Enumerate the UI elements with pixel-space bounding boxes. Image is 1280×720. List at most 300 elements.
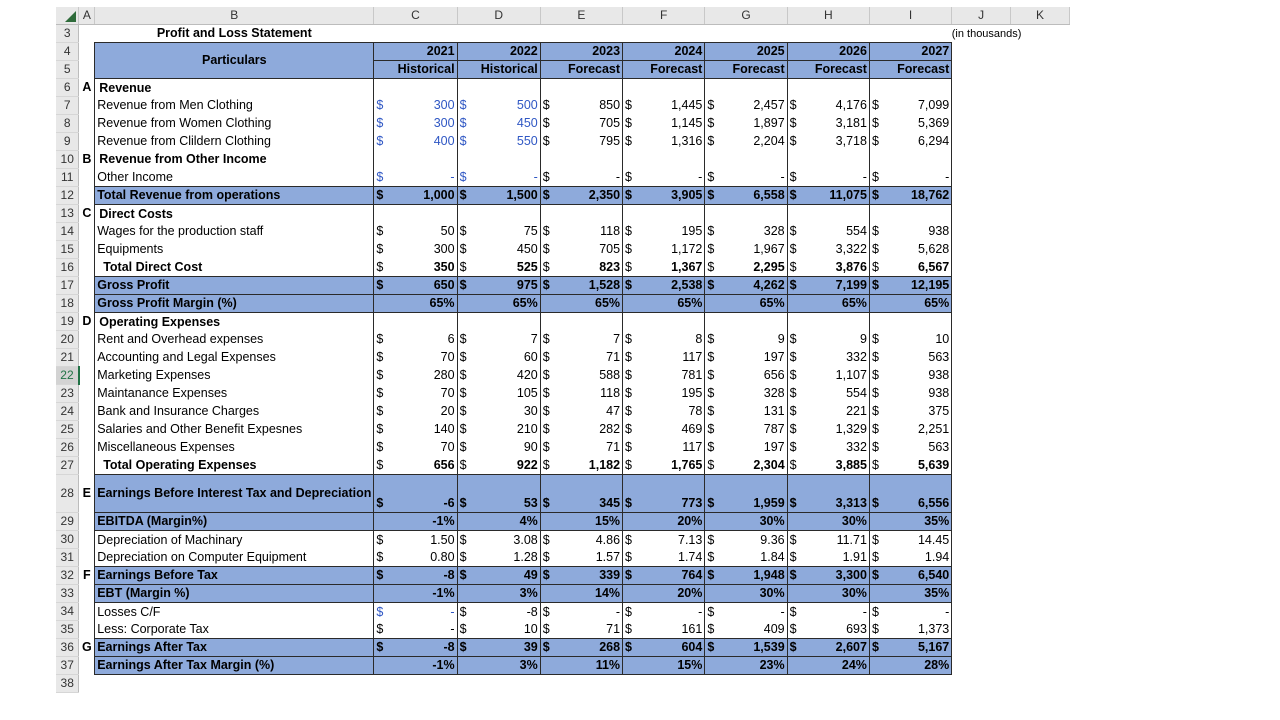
value-cell[interactable]: 117 bbox=[636, 439, 705, 457]
empty-cell[interactable] bbox=[952, 621, 1011, 639]
value-cell[interactable]: 20 bbox=[388, 403, 458, 421]
row-label[interactable]: Wages for the production staff bbox=[95, 223, 374, 241]
value-cell[interactable]: 1,145 bbox=[636, 115, 705, 133]
value-cell[interactable]: -1% bbox=[388, 585, 458, 603]
value-cell[interactable]: 195 bbox=[636, 223, 705, 241]
value-cell[interactable]: 328 bbox=[718, 385, 787, 403]
value-cell[interactable]: 705 bbox=[554, 241, 623, 259]
empty-cell[interactable] bbox=[952, 531, 1011, 549]
value-cell[interactable]: - bbox=[388, 603, 458, 621]
value-cell[interactable]: 12,195 bbox=[883, 277, 952, 295]
row-header-37[interactable]: 37 bbox=[56, 657, 79, 675]
empty-cell[interactable] bbox=[1010, 205, 1069, 223]
value-cell[interactable]: 1.57 bbox=[554, 549, 623, 567]
value-cell[interactable]: 117 bbox=[636, 349, 705, 367]
value-cell[interactable]: 350 bbox=[388, 259, 458, 277]
value-cell[interactable] bbox=[388, 205, 458, 223]
row-header-36[interactable]: 36 bbox=[56, 639, 79, 657]
empty-cell[interactable] bbox=[1010, 367, 1069, 385]
row-label[interactable]: Other Income bbox=[95, 169, 374, 187]
value-cell[interactable]: 70 bbox=[388, 439, 458, 457]
value-cell[interactable]: 118 bbox=[554, 223, 623, 241]
row-label[interactable]: Total Revenue from operations bbox=[95, 187, 374, 205]
value-cell[interactable]: 195 bbox=[636, 385, 705, 403]
value-cell[interactable]: 35% bbox=[883, 513, 952, 531]
value-cell[interactable] bbox=[718, 79, 787, 97]
empty-cell[interactable] bbox=[1010, 585, 1069, 603]
value-cell[interactable]: - bbox=[883, 169, 952, 187]
value-cell[interactable]: 6,556 bbox=[883, 475, 952, 513]
value-cell[interactable] bbox=[801, 151, 870, 169]
value-cell[interactable] bbox=[801, 313, 870, 331]
value-cell[interactable]: 563 bbox=[883, 439, 952, 457]
value-cell[interactable]: 339 bbox=[554, 567, 623, 585]
value-cell[interactable]: 1,500 bbox=[471, 187, 541, 205]
row-header-29[interactable]: 29 bbox=[56, 513, 79, 531]
value-cell[interactable]: 105 bbox=[471, 385, 541, 403]
empty-cell[interactable] bbox=[952, 169, 1011, 187]
empty-cell[interactable] bbox=[1010, 169, 1069, 187]
value-cell[interactable]: 65% bbox=[718, 295, 787, 313]
value-cell[interactable]: 5,628 bbox=[883, 241, 952, 259]
value-cell[interactable]: 30% bbox=[718, 513, 787, 531]
empty-cell[interactable] bbox=[1010, 223, 1069, 241]
row-label[interactable]: Revenue from Clildern Clothing bbox=[95, 133, 374, 151]
value-cell[interactable]: - bbox=[801, 169, 870, 187]
empty-cell[interactable] bbox=[1010, 295, 1069, 313]
value-cell[interactable]: 71 bbox=[554, 439, 623, 457]
row-label[interactable]: Earnings After Tax bbox=[95, 639, 374, 657]
empty-cell[interactable] bbox=[952, 205, 1011, 223]
value-cell[interactable]: 6,558 bbox=[718, 187, 787, 205]
value-cell[interactable]: 6,540 bbox=[883, 567, 952, 585]
value-cell[interactable]: 1.50 bbox=[388, 531, 458, 549]
value-cell[interactable]: -1% bbox=[388, 657, 458, 675]
row-header-18[interactable]: 18 bbox=[56, 295, 79, 313]
row-label[interactable]: Revenue bbox=[95, 79, 374, 97]
value-cell[interactable]: 90 bbox=[471, 439, 541, 457]
empty-cell[interactable] bbox=[1010, 513, 1069, 531]
value-cell[interactable]: - bbox=[718, 603, 787, 621]
value-cell[interactable]: 3,313 bbox=[801, 475, 870, 513]
value-cell[interactable]: 1,445 bbox=[636, 97, 705, 115]
value-cell[interactable]: 65% bbox=[883, 295, 952, 313]
value-cell[interactable]: 131 bbox=[718, 403, 787, 421]
value-cell[interactable]: 1,959 bbox=[718, 475, 787, 513]
value-cell[interactable]: -8 bbox=[388, 567, 458, 585]
empty-cell[interactable] bbox=[1010, 151, 1069, 169]
empty-cell[interactable] bbox=[952, 115, 1011, 133]
value-cell[interactable]: 280 bbox=[388, 367, 458, 385]
value-cell[interactable]: 1,373 bbox=[883, 621, 952, 639]
row-header-5[interactable]: 5 bbox=[56, 61, 79, 79]
value-cell[interactable]: 1.74 bbox=[636, 549, 705, 567]
value-cell[interactable]: 554 bbox=[801, 223, 870, 241]
value-cell[interactable]: 282 bbox=[554, 421, 623, 439]
value-cell[interactable]: 14.45 bbox=[883, 531, 952, 549]
value-cell[interactable]: 300 bbox=[388, 97, 458, 115]
value-cell[interactable]: 9.36 bbox=[718, 531, 787, 549]
row-label[interactable]: Revenue from Other Income bbox=[95, 151, 374, 169]
value-cell[interactable] bbox=[636, 205, 705, 223]
value-cell[interactable]: 65% bbox=[554, 295, 623, 313]
value-cell[interactable]: 15% bbox=[636, 657, 705, 675]
value-cell[interactable]: 3,876 bbox=[801, 259, 870, 277]
value-cell[interactable]: 450 bbox=[471, 115, 541, 133]
value-cell[interactable] bbox=[471, 313, 541, 331]
column-header-a[interactable]: A bbox=[79, 7, 95, 25]
value-cell[interactable]: 30% bbox=[801, 585, 870, 603]
row-label[interactable]: Less: Corporate Tax bbox=[95, 621, 374, 639]
value-cell[interactable]: 3,718 bbox=[801, 133, 870, 151]
value-cell[interactable]: 469 bbox=[636, 421, 705, 439]
value-cell[interactable]: 650 bbox=[388, 277, 458, 295]
value-cell[interactable]: 922 bbox=[471, 457, 541, 475]
value-cell[interactable]: 5,167 bbox=[883, 639, 952, 657]
empty-cell[interactable] bbox=[1010, 313, 1069, 331]
row-header-6[interactable]: 6 bbox=[56, 79, 79, 97]
column-header-c[interactable]: C bbox=[374, 7, 457, 25]
value-cell[interactable]: 35% bbox=[883, 585, 952, 603]
value-cell[interactable] bbox=[883, 205, 952, 223]
empty-cell[interactable] bbox=[952, 133, 1011, 151]
value-cell[interactable]: 197 bbox=[718, 349, 787, 367]
empty-cell[interactable] bbox=[1010, 531, 1069, 549]
value-cell[interactable]: 1,182 bbox=[554, 457, 623, 475]
row-header-3[interactable]: 3 bbox=[56, 25, 79, 43]
empty-cell[interactable] bbox=[1010, 549, 1069, 567]
row-header-26[interactable]: 26 bbox=[56, 439, 79, 457]
empty-cell[interactable] bbox=[952, 639, 1011, 657]
row-label[interactable]: Earnings After Tax Margin (%) bbox=[95, 657, 374, 675]
value-cell[interactable]: 781 bbox=[636, 367, 705, 385]
value-cell[interactable]: - bbox=[388, 169, 458, 187]
row-header-22[interactable]: 22 bbox=[56, 367, 79, 385]
value-cell[interactable]: 15% bbox=[554, 513, 623, 531]
row-label[interactable]: Accounting and Legal Expenses bbox=[95, 349, 374, 367]
row-label[interactable]: Earnings Before Tax bbox=[95, 567, 374, 585]
value-cell[interactable]: 300 bbox=[388, 241, 458, 259]
value-cell[interactable]: - bbox=[718, 169, 787, 187]
value-cell[interactable]: 1,316 bbox=[636, 133, 705, 151]
value-cell[interactable]: 53 bbox=[471, 475, 541, 513]
value-cell[interactable]: 6,567 bbox=[883, 259, 952, 277]
value-cell[interactable]: 60 bbox=[471, 349, 541, 367]
value-cell[interactable]: 2,538 bbox=[636, 277, 705, 295]
value-cell[interactable]: 1,528 bbox=[554, 277, 623, 295]
empty-cell[interactable] bbox=[1010, 567, 1069, 585]
empty-cell[interactable] bbox=[1010, 241, 1069, 259]
empty-cell[interactable] bbox=[952, 657, 1011, 675]
empty-cell[interactable] bbox=[1010, 133, 1069, 151]
value-cell[interactable]: 3,885 bbox=[801, 457, 870, 475]
value-cell[interactable]: 221 bbox=[801, 403, 870, 421]
empty-cell[interactable] bbox=[952, 97, 1011, 115]
empty-cell[interactable] bbox=[1010, 403, 1069, 421]
row-header-19[interactable]: 19 bbox=[56, 313, 79, 331]
value-cell[interactable]: 47 bbox=[554, 403, 623, 421]
value-cell[interactable]: 3,905 bbox=[636, 187, 705, 205]
value-cell[interactable]: 3,322 bbox=[801, 241, 870, 259]
value-cell[interactable]: 11,075 bbox=[801, 187, 870, 205]
row-header-13[interactable]: 13 bbox=[56, 205, 79, 223]
value-cell[interactable]: - bbox=[554, 603, 623, 621]
value-cell[interactable]: 450 bbox=[471, 241, 541, 259]
empty-cell[interactable] bbox=[1010, 439, 1069, 457]
empty-cell[interactable] bbox=[952, 313, 1011, 331]
row-header-4[interactable]: 4 bbox=[56, 43, 79, 61]
value-cell[interactable]: 975 bbox=[471, 277, 541, 295]
value-cell[interactable]: 28% bbox=[883, 657, 952, 675]
empty-cell[interactable] bbox=[1010, 639, 1069, 657]
column-header-j[interactable]: J bbox=[952, 7, 1011, 25]
empty-cell[interactable] bbox=[1010, 421, 1069, 439]
value-cell[interactable]: -8 bbox=[471, 603, 541, 621]
value-cell[interactable]: 4,262 bbox=[718, 277, 787, 295]
row-label[interactable]: Revenue from Women Clothing bbox=[95, 115, 374, 133]
empty-cell[interactable] bbox=[95, 675, 1070, 693]
value-cell[interactable]: 49 bbox=[471, 567, 541, 585]
row-label[interactable]: Earnings Before Interest Tax and Depreciation bbox=[95, 475, 374, 513]
value-cell[interactable]: 773 bbox=[636, 475, 705, 513]
value-cell[interactable]: 604 bbox=[636, 639, 705, 657]
row-label[interactable]: Marketing Expenses bbox=[95, 367, 374, 385]
value-cell[interactable]: 7.13 bbox=[636, 531, 705, 549]
value-cell[interactable]: 409 bbox=[718, 621, 787, 639]
value-cell[interactable] bbox=[554, 313, 623, 331]
value-cell[interactable]: 332 bbox=[801, 439, 870, 457]
value-cell[interactable]: 7 bbox=[554, 331, 623, 349]
empty-cell[interactable] bbox=[1010, 115, 1069, 133]
value-cell[interactable]: 2,350 bbox=[554, 187, 623, 205]
value-cell[interactable]: 764 bbox=[636, 567, 705, 585]
value-cell[interactable]: 2,251 bbox=[883, 421, 952, 439]
value-cell[interactable]: 10 bbox=[471, 621, 541, 639]
value-cell[interactable] bbox=[718, 313, 787, 331]
value-cell[interactable]: 65% bbox=[636, 295, 705, 313]
column-header-f[interactable]: F bbox=[623, 7, 705, 25]
row-label[interactable]: Maintanance Expenses bbox=[95, 385, 374, 403]
value-cell[interactable]: 65% bbox=[471, 295, 541, 313]
row-header-9[interactable]: 9 bbox=[56, 133, 79, 151]
value-cell[interactable] bbox=[636, 313, 705, 331]
value-cell[interactable]: 787 bbox=[718, 421, 787, 439]
empty-cell[interactable] bbox=[952, 385, 1011, 403]
row-label[interactable]: Losses C/F bbox=[95, 603, 374, 621]
value-cell[interactable]: 656 bbox=[718, 367, 787, 385]
value-cell[interactable]: - bbox=[636, 169, 705, 187]
empty-cell[interactable] bbox=[952, 439, 1011, 457]
row-header-17[interactable]: 17 bbox=[56, 277, 79, 295]
value-cell[interactable]: 400 bbox=[388, 133, 458, 151]
value-cell[interactable]: 1,897 bbox=[718, 115, 787, 133]
select-all-corner[interactable] bbox=[56, 7, 79, 25]
value-cell[interactable]: 1,172 bbox=[636, 241, 705, 259]
empty-cell[interactable] bbox=[1010, 457, 1069, 475]
value-cell[interactable]: 30% bbox=[801, 513, 870, 531]
value-cell[interactable]: 1,967 bbox=[718, 241, 787, 259]
value-cell[interactable]: - bbox=[388, 621, 458, 639]
row-label[interactable]: Operating Expenses bbox=[95, 313, 374, 331]
value-cell[interactable]: 2,607 bbox=[801, 639, 870, 657]
value-cell[interactable]: 6 bbox=[388, 331, 458, 349]
value-cell[interactable]: 5,369 bbox=[883, 115, 952, 133]
empty-cell[interactable] bbox=[1010, 475, 1069, 513]
empty-cell[interactable] bbox=[952, 603, 1011, 621]
row-header-25[interactable]: 25 bbox=[56, 421, 79, 439]
value-cell[interactable]: 7,099 bbox=[883, 97, 952, 115]
value-cell[interactable] bbox=[801, 205, 870, 223]
value-cell[interactable]: 65% bbox=[801, 295, 870, 313]
empty-cell[interactable] bbox=[952, 259, 1011, 277]
value-cell[interactable]: - bbox=[636, 603, 705, 621]
value-cell[interactable]: 938 bbox=[883, 385, 952, 403]
value-cell[interactable] bbox=[471, 205, 541, 223]
value-cell[interactable]: 1.28 bbox=[471, 549, 541, 567]
value-cell[interactable]: 140 bbox=[388, 421, 458, 439]
value-cell[interactable]: 1.91 bbox=[801, 549, 870, 567]
value-cell[interactable]: 656 bbox=[388, 457, 458, 475]
empty-cell[interactable] bbox=[1010, 277, 1069, 295]
value-cell[interactable]: 795 bbox=[554, 133, 623, 151]
value-cell[interactable]: 705 bbox=[554, 115, 623, 133]
value-cell[interactable]: 938 bbox=[883, 367, 952, 385]
value-cell[interactable]: 20% bbox=[636, 513, 705, 531]
value-cell[interactable] bbox=[471, 79, 541, 97]
row-label[interactable]: Depreciation of Machinary bbox=[95, 531, 374, 549]
value-cell[interactable]: 71 bbox=[554, 621, 623, 639]
column-header-e[interactable]: E bbox=[540, 7, 622, 25]
value-cell[interactable]: 30% bbox=[718, 585, 787, 603]
value-cell[interactable]: 1,367 bbox=[636, 259, 705, 277]
empty-cell[interactable] bbox=[952, 367, 1011, 385]
row-header-28[interactable]: 28 bbox=[56, 475, 79, 513]
empty-cell[interactable] bbox=[952, 567, 1011, 585]
value-cell[interactable]: 4.86 bbox=[554, 531, 623, 549]
value-cell[interactable]: 1.94 bbox=[883, 549, 952, 567]
value-cell[interactable]: -6 bbox=[388, 475, 458, 513]
value-cell[interactable]: 0.80 bbox=[388, 549, 458, 567]
value-cell[interactable]: 1,329 bbox=[801, 421, 870, 439]
value-cell[interactable] bbox=[554, 205, 623, 223]
value-cell[interactable]: - bbox=[801, 603, 870, 621]
value-cell[interactable]: 161 bbox=[636, 621, 705, 639]
empty-cell[interactable] bbox=[952, 79, 1011, 97]
empty-cell[interactable] bbox=[1010, 385, 1069, 403]
value-cell[interactable]: 210 bbox=[471, 421, 541, 439]
value-cell[interactable]: 1,765 bbox=[636, 457, 705, 475]
value-cell[interactable]: 554 bbox=[801, 385, 870, 403]
value-cell[interactable]: 118 bbox=[554, 385, 623, 403]
empty-cell[interactable] bbox=[952, 585, 1011, 603]
value-cell[interactable] bbox=[388, 79, 458, 97]
value-cell[interactable]: 20% bbox=[636, 585, 705, 603]
value-cell[interactable]: 39 bbox=[471, 639, 541, 657]
empty-cell[interactable] bbox=[952, 475, 1011, 513]
column-header-i[interactable]: I bbox=[869, 7, 951, 25]
value-cell[interactable]: 30 bbox=[471, 403, 541, 421]
row-label[interactable]: Bank and Insurance Charges bbox=[95, 403, 374, 421]
value-cell[interactable]: 10 bbox=[883, 331, 952, 349]
value-cell[interactable] bbox=[388, 151, 458, 169]
empty-cell[interactable] bbox=[1010, 331, 1069, 349]
row-header-8[interactable]: 8 bbox=[56, 115, 79, 133]
row-header-31[interactable]: 31 bbox=[56, 549, 79, 567]
value-cell[interactable]: 1.84 bbox=[718, 549, 787, 567]
row-header-33[interactable]: 33 bbox=[56, 585, 79, 603]
value-cell[interactable] bbox=[801, 79, 870, 97]
value-cell[interactable]: 6,294 bbox=[883, 133, 952, 151]
row-label[interactable]: Equipments bbox=[95, 241, 374, 259]
spreadsheet-grid[interactable] bbox=[56, 7, 1070, 720]
value-cell[interactable]: 563 bbox=[883, 349, 952, 367]
value-cell[interactable]: 375 bbox=[883, 403, 952, 421]
value-cell[interactable]: 23% bbox=[718, 657, 787, 675]
value-cell[interactable]: 588 bbox=[554, 367, 623, 385]
value-cell[interactable]: 300 bbox=[388, 115, 458, 133]
value-cell[interactable]: 2,457 bbox=[718, 97, 787, 115]
empty-cell[interactable] bbox=[952, 349, 1011, 367]
value-cell[interactable]: 50 bbox=[388, 223, 458, 241]
empty-cell[interactable] bbox=[1010, 187, 1069, 205]
value-cell[interactable]: 345 bbox=[554, 475, 623, 513]
value-cell[interactable]: 938 bbox=[883, 223, 952, 241]
value-cell[interactable]: 197 bbox=[718, 439, 787, 457]
row-header-14[interactable]: 14 bbox=[56, 223, 79, 241]
empty-cell[interactable] bbox=[952, 277, 1011, 295]
empty-cell[interactable] bbox=[952, 457, 1011, 475]
column-header-d[interactable]: D bbox=[457, 7, 540, 25]
value-cell[interactable]: 24% bbox=[801, 657, 870, 675]
empty-cell[interactable] bbox=[952, 403, 1011, 421]
row-header-21[interactable]: 21 bbox=[56, 349, 79, 367]
column-header-k[interactable]: K bbox=[1010, 7, 1069, 25]
empty-cell[interactable] bbox=[952, 421, 1011, 439]
value-cell[interactable]: 525 bbox=[471, 259, 541, 277]
value-cell[interactable]: 500 bbox=[471, 97, 541, 115]
row-header-34[interactable]: 34 bbox=[56, 603, 79, 621]
empty-cell[interactable] bbox=[952, 549, 1011, 567]
value-cell[interactable] bbox=[883, 313, 952, 331]
value-cell[interactable]: -8 bbox=[388, 639, 458, 657]
column-header-h[interactable]: H bbox=[787, 7, 869, 25]
value-cell[interactable]: 328 bbox=[718, 223, 787, 241]
value-cell[interactable]: 75 bbox=[471, 223, 541, 241]
value-cell[interactable] bbox=[883, 79, 952, 97]
row-header-10[interactable]: 10 bbox=[56, 151, 79, 169]
value-cell[interactable]: 5,639 bbox=[883, 457, 952, 475]
value-cell[interactable] bbox=[883, 151, 952, 169]
row-header-12[interactable]: 12 bbox=[56, 187, 79, 205]
row-header-35[interactable]: 35 bbox=[56, 621, 79, 639]
value-cell[interactable]: 65% bbox=[388, 295, 458, 313]
empty-cell[interactable] bbox=[952, 241, 1011, 259]
value-cell[interactable]: 2,204 bbox=[718, 133, 787, 151]
value-cell[interactable] bbox=[718, 151, 787, 169]
row-label[interactable]: Rent and Overhead expenses bbox=[95, 331, 374, 349]
row-header-24[interactable]: 24 bbox=[56, 403, 79, 421]
empty-cell[interactable] bbox=[952, 223, 1011, 241]
row-label[interactable]: Depreciation on Computer Equipment bbox=[95, 549, 374, 567]
row-label[interactable]: Total Operating Expenses bbox=[95, 457, 374, 475]
row-label[interactable]: Total Direct Cost bbox=[95, 259, 374, 277]
value-cell[interactable]: 11.71 bbox=[801, 531, 870, 549]
value-cell[interactable]: 9 bbox=[718, 331, 787, 349]
value-cell[interactable]: 1,948 bbox=[718, 567, 787, 585]
value-cell[interactable]: 4,176 bbox=[801, 97, 870, 115]
value-cell[interactable]: 268 bbox=[554, 639, 623, 657]
column-header-b[interactable]: B bbox=[95, 7, 374, 25]
